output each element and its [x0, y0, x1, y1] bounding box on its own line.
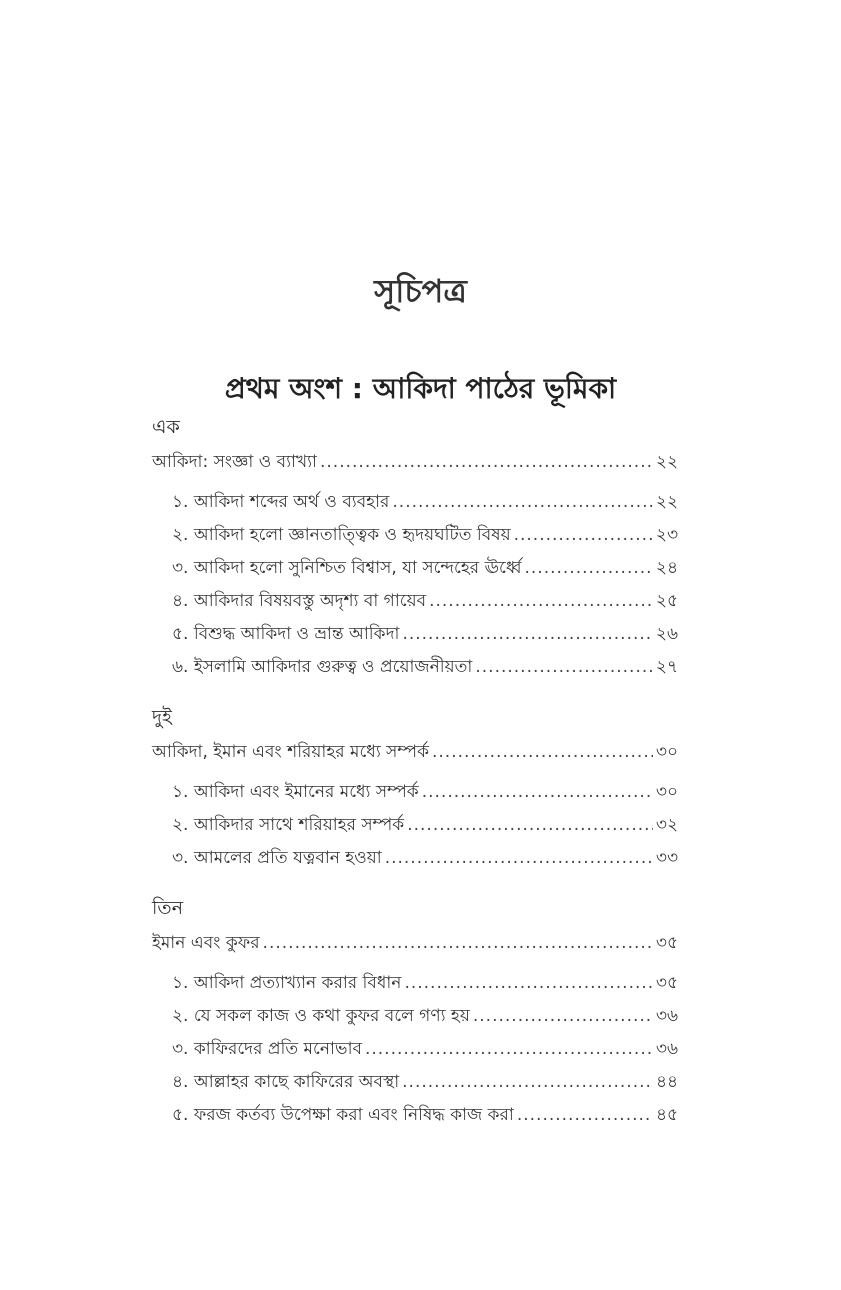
- table-of-contents: [152, 412, 678, 1140]
- chapter-number: তিন: [152, 897, 184, 919]
- entry-page: ৩৬: [655, 1006, 678, 1026]
- toc-entry-main[interactable]: [152, 927, 678, 960]
- entry-label: ২. যে সকল কাজ ও কথা কুফর বলে গণ্য হয়: [172, 1006, 470, 1026]
- chapter-number: এক: [152, 416, 180, 438]
- chapter-2: [152, 702, 678, 875]
- dot-leader: [263, 927, 653, 960]
- toc-entry[interactable]: [152, 651, 678, 684]
- toc-entry[interactable]: [152, 618, 678, 651]
- entry-label: ৩. আমলের প্রতি যত্নবান হওয়া: [172, 848, 382, 868]
- entry-page: ২২: [655, 452, 678, 472]
- entry-label: ১. আকিদা প্রত্যাখ্যান করার বিধান: [172, 973, 402, 993]
- dot-leader: [385, 842, 653, 875]
- entry-page: ৩৩: [655, 848, 678, 868]
- entry-label: ৩. কাফিরদের প্রতি মনোভাব: [172, 1039, 362, 1059]
- dot-leader: [407, 809, 653, 842]
- entry-label: আকিদা, ইমান এবং শরিয়াহর মধ্যে সম্পর্ক: [152, 742, 429, 762]
- page-title: সূচিপত্র: [374, 272, 467, 311]
- entry-page: ২৩: [655, 525, 678, 545]
- entry-page: ৩৫: [655, 973, 678, 993]
- entry-label: ১. আকিদা এবং ইমানের মধ্যে সম্পর্ক: [172, 782, 419, 802]
- dot-leader: [514, 519, 653, 552]
- dot-leader: [473, 1000, 653, 1033]
- chapter-3: [152, 893, 678, 1132]
- entry-label: ৩. আকিদা হলো সুনিশ্চিত বিশ্বাস, যা সন্দেহের ঊর্ধ্বে: [172, 558, 522, 578]
- entry-page: ৩২: [655, 815, 678, 835]
- entry-page: ৩৫: [655, 933, 678, 953]
- entry-label: আকিদা: সংজ্ঞা ও ব্যাখ্যা: [152, 452, 317, 472]
- entry-label: ২. আকিদা হলো জ্ঞানতাত্ত্বিক ও হৃদয়ঘটিত বিষয়: [172, 525, 511, 545]
- dot-leader: [517, 1099, 653, 1132]
- dot-leader: [432, 736, 653, 769]
- toc-entry[interactable]: [152, 1033, 678, 1066]
- entry-label: ২. আকিদার সাথে শরিয়াহর সম্পর্ক: [172, 815, 405, 835]
- dot-leader: [422, 776, 653, 809]
- spacer: [152, 883, 678, 893]
- toc-entry[interactable]: [152, 1066, 678, 1099]
- entry-label: ৫. বিশুদ্ধ আকিদা ও ভ্রান্ত আকিদা: [172, 624, 400, 644]
- toc-entry[interactable]: [152, 967, 678, 1000]
- dot-leader: [402, 618, 652, 651]
- dot-leader: [392, 486, 653, 519]
- toc-entry-main[interactable]: [152, 736, 678, 769]
- entry-label: ৬. ইসলামি আকিদার গুরুত্ব ও প্রয়োজনীয়তা: [172, 657, 473, 677]
- toc-entry[interactable]: [152, 776, 678, 809]
- entry-label: ৫. ফরজ কর্তব্য উপেক্ষা করা এবং নিষিদ্ধ কাজ করা: [172, 1105, 514, 1125]
- toc-entry[interactable]: [152, 809, 678, 842]
- toc-entry[interactable]: [152, 585, 678, 618]
- entry-page: ২৬: [655, 624, 678, 644]
- entry-label: ৪. আকিদার বিষয়বস্তু অদৃশ্য বা গায়েব: [172, 591, 427, 611]
- toc-entry[interactable]: [152, 519, 678, 552]
- entry-page: ২৫: [655, 591, 678, 611]
- toc-entry[interactable]: [152, 1000, 678, 1033]
- toc-entry[interactable]: [152, 842, 678, 875]
- toc-entry[interactable]: [152, 486, 678, 519]
- toc-entry[interactable]: [152, 552, 678, 585]
- dot-leader: [429, 585, 653, 618]
- entry-page: ৪৫: [655, 1105, 678, 1125]
- dot-leader: [320, 446, 653, 479]
- entry-page: ২২: [655, 492, 678, 512]
- entry-label: ৪. আল্লাহর কাছে কাফিরের অবস্থা: [172, 1072, 400, 1092]
- entry-page: ২৪: [655, 558, 678, 578]
- dot-leader: [475, 651, 653, 684]
- spacer: [152, 692, 678, 702]
- entry-label: ১. আকিদা শব্দের অর্থ ও ব্যবহার: [172, 492, 390, 512]
- dot-leader: [402, 1066, 653, 1099]
- toc-entry[interactable]: [152, 1099, 678, 1132]
- dot-leader: [404, 967, 652, 1000]
- entry-page: ৩০: [655, 742, 678, 762]
- entry-page: ২৭: [655, 657, 678, 677]
- chapter-number: দুই: [152, 706, 172, 728]
- entry-page: ৩৬: [655, 1039, 678, 1059]
- entry-label: ইমান এবং কুফর: [152, 933, 260, 953]
- entry-page: ৪৪: [655, 1072, 678, 1092]
- part-title: প্রথম অংশ : আকিদা পাঠের ভূমিকা: [224, 372, 617, 406]
- dot-leader: [365, 1033, 653, 1066]
- chapter-1: [152, 412, 678, 684]
- dot-leader: [524, 552, 652, 585]
- toc-entry-main[interactable]: [152, 446, 678, 479]
- entry-page: ৩০: [655, 782, 678, 802]
